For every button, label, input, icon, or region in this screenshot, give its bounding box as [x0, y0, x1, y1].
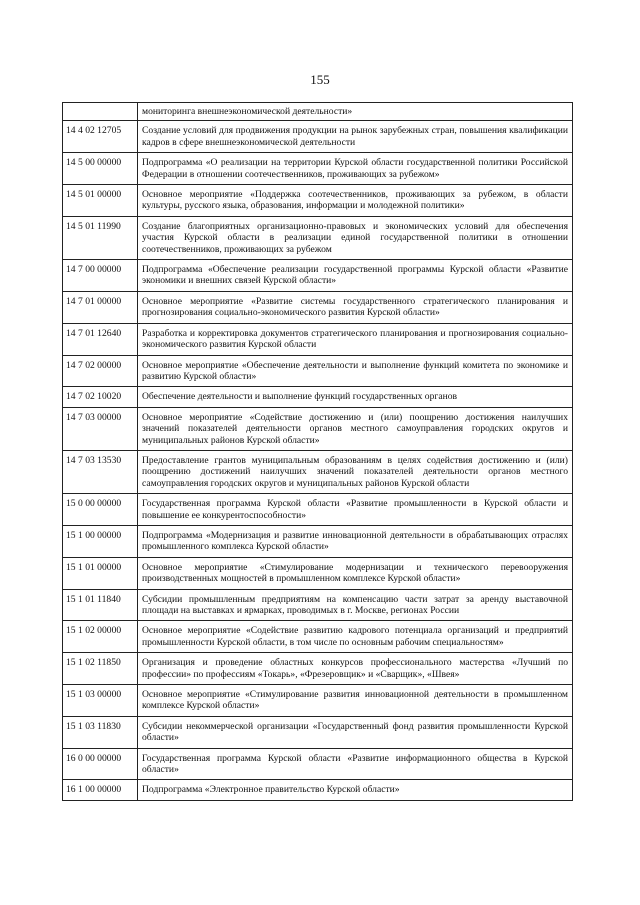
page-number: 155 — [310, 72, 330, 87]
row-description: Субсидии промышленным предприятиям на компенсацию части затрат за аренду выставочной площади на выставках и ярмарках, проводимых в г. Москве, регионах России — [138, 589, 573, 621]
row-description: Создание благоприятных организационно-правовых и экономических условий для обеспечения участия Курской области в реализации единой государственной политики в отношении соотечественников, проживающих за рубежом — [138, 216, 573, 259]
row-description: Основное мероприятие «Развитие системы государственного стратегического планирования и прогнозирования социально-экономического развития Курской области» — [138, 291, 573, 323]
table-row — [63, 621, 573, 653]
table-row — [63, 653, 573, 685]
table-row — [63, 685, 573, 717]
table-row — [63, 450, 573, 493]
table-row — [63, 103, 573, 121]
row-code: 14 7 01 00000 — [63, 291, 138, 323]
row-description: Основное мероприятие «Обеспечение деятельности и выполнение функций комитета по экономике и развитию Курской области» — [138, 355, 573, 387]
row-description: Государственная программа Курской области «Развитие промышленности в Курской области и повышение ее конкурентоспособности» — [138, 494, 573, 526]
row-description: Основное мероприятие «Стимулирование развития инновационной деятельности в промышленном комплексе Курской области» — [138, 685, 573, 717]
table-row — [63, 525, 573, 557]
table-row — [63, 291, 573, 323]
row-description: Подпрограмма «Обеспечение реализации государственной программы Курской области «Развитие экономики и внешних связей Курской области» — [138, 260, 573, 292]
table-row — [63, 121, 573, 153]
row-description: Субсидии некоммерческой организации «Государственный фонд развития промышленности Курской области» — [138, 716, 573, 748]
row-description: Разработка и корректировка документов стратегического планирования и прогнозирования социально-экономического развития Курской области — [138, 323, 573, 355]
row-code — [63, 103, 138, 121]
row-description: Основное мероприятие «Содействие достижению и (или) поощрению достижения наилучших значений показателей деятельности органов местного самоуправления городских округов и муниципальных районов Курской области» — [138, 407, 573, 450]
row-code: 15 1 01 11840 — [63, 589, 138, 621]
table-row — [63, 780, 573, 800]
table-row — [63, 557, 573, 589]
row-description: Подпрограмма «Модернизация и развитие инновационной деятельности в обрабатывающих отраслях промышленного комплекса Курской области» — [138, 525, 573, 557]
row-code: 15 1 03 00000 — [63, 685, 138, 717]
table-row — [63, 185, 573, 217]
table-row — [63, 494, 573, 526]
row-code: 15 1 03 11830 — [63, 716, 138, 748]
table-row — [63, 355, 573, 387]
row-code: 14 5 01 11990 — [63, 216, 138, 259]
row-description: Обеспечение деятельности и выполнение функций государственных органов — [138, 387, 573, 407]
table-row — [63, 748, 573, 780]
row-code: 14 7 02 10020 — [63, 387, 138, 407]
row-description: Подпрограмма «Электронное правительство Курской области» — [138, 780, 573, 800]
table-row — [63, 153, 573, 185]
table-row — [63, 589, 573, 621]
row-code: 15 1 02 00000 — [63, 621, 138, 653]
row-description: Подпрограмма «О реализации на территории Курской области государственной политики Российской Федерации в отношении соотечественников, проживающих за рубежом» — [138, 153, 573, 185]
table-row — [63, 216, 573, 259]
row-description: Основное мероприятие «Поддержка соотечественников, проживающих за рубежом, в области культуры, русского языка, образования, информации и молодежной политики» — [138, 185, 573, 217]
table-row — [63, 716, 573, 748]
row-code: 15 1 01 00000 — [63, 557, 138, 589]
row-description: Государственная программа Курской области «Развитие информационного общества в Курской области» — [138, 748, 573, 780]
row-code: 16 0 00 00000 — [63, 748, 138, 780]
row-code: 15 1 02 11850 — [63, 653, 138, 685]
row-code: 14 5 01 00000 — [63, 185, 138, 217]
row-description: Предоставление грантов муниципальным образованиям в целях содействия достижению и (или) поощрению достижений наилучших значений показателей деятельности органов местного самоуправления городских округов и муниципальных районов Курской области — [138, 450, 573, 493]
row-code: 14 7 02 00000 — [63, 355, 138, 387]
row-code: 14 5 00 00000 — [63, 153, 138, 185]
row-code: 14 7 03 13530 — [63, 450, 138, 493]
row-code: 14 7 00 00000 — [63, 260, 138, 292]
budget-classification-table — [62, 102, 573, 801]
row-code: 15 1 00 00000 — [63, 525, 138, 557]
table-row — [63, 387, 573, 407]
row-code: 14 7 03 00000 — [63, 407, 138, 450]
table-row — [63, 260, 573, 292]
row-code: 14 7 01 12640 — [63, 323, 138, 355]
row-code: 16 1 00 00000 — [63, 780, 138, 800]
table-row — [63, 323, 573, 355]
row-description: Создание условий для продвижения продукции на рынок зарубежных стран, повышения квалификации кадров в сфере внешнеэкономической деятельности — [138, 121, 573, 153]
row-code: 14 4 02 12705 — [63, 121, 138, 153]
row-description: мониторинга внешнеэкономической деятельности» — [138, 103, 573, 121]
row-description: Организация и проведение областных конкурсов профессионального мастерства «Лучший по профессии» по профессиям «Токарь», «Фрезеровщик» и «Сварщик», «Швея» — [138, 653, 573, 685]
row-code: 15 0 00 00000 — [63, 494, 138, 526]
row-description: Основное мероприятие «Содействие развитию кадрового потенциала организаций и предприятий промышленности Курской области, в том числе по основным рабочим специальностям» — [138, 621, 573, 653]
row-description: Основное мероприятие «Стимулирование модернизации и технического перевооружения производственных мощностей в промышленном комплексе Курской области» — [138, 557, 573, 589]
table-row — [63, 407, 573, 450]
